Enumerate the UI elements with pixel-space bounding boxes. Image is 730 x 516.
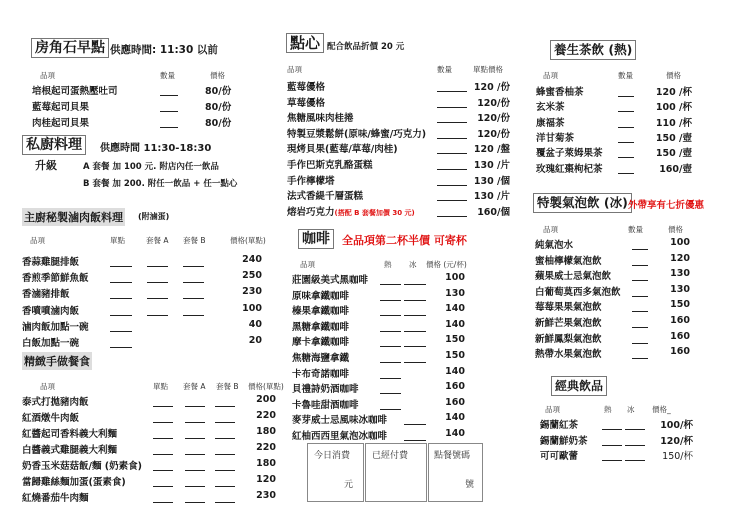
coffee-quantity-blank[interactable] xyxy=(380,346,401,347)
braised-quantity-blank[interactable] xyxy=(110,347,132,348)
set-a-description: A 套餐 加 100 元. 附店內任一飲品 xyxy=(83,162,219,172)
tea-item-name: 蜂蜜香柚茶 xyxy=(536,87,584,98)
snacks-item-name: 藍莓優格 xyxy=(287,82,326,93)
coffee-item-price: 150 xyxy=(445,350,465,361)
snacks-quantity-blank[interactable] xyxy=(437,107,467,108)
handmade-item-name: 奶香玉米菇菇飯/麵 (奶素食) xyxy=(22,461,142,472)
classic-item-name: 錫蘭鮮奶茶 xyxy=(540,435,588,447)
sparkling-quantity-blank[interactable] xyxy=(632,343,648,344)
sparkling-item-price: 160 xyxy=(670,315,690,326)
braised-quantity-blank[interactable] xyxy=(110,266,132,267)
handmade-quantity-blank[interactable] xyxy=(185,470,205,471)
snacks-header-2: 單點價格 xyxy=(473,65,503,74)
tea-item-price: 150 /壺 xyxy=(655,148,692,160)
coffee-item-price: 130 xyxy=(445,287,465,299)
snacks-item-price: 120/份 xyxy=(477,113,510,125)
sparkling-item-price: 100 xyxy=(670,237,690,248)
handmade-quantity-blank[interactable] xyxy=(215,454,235,455)
coffee-quantity-blank[interactable] xyxy=(404,331,426,332)
snacks-title: 點心 xyxy=(286,33,324,53)
braised-item-name: 香煎季節鮮魚飯 xyxy=(22,273,89,285)
coffee-quantity-blank[interactable] xyxy=(404,440,426,441)
coffee-item-price: 140 xyxy=(445,365,465,377)
snacks-item-price: 130 /片 xyxy=(473,191,510,203)
tea-item-name: 覆盆子萊姆果茶 xyxy=(536,148,603,160)
sparkling-header-0: 品項 xyxy=(543,225,558,234)
braised-item-name: 滷肉飯加點一碗 xyxy=(22,321,89,333)
snacks-quantity-blank[interactable] xyxy=(437,216,467,217)
classic-header-2: 冰 xyxy=(627,405,635,414)
handmade-quantity-blank[interactable] xyxy=(215,438,235,439)
coffee-quantity-blank[interactable] xyxy=(404,424,426,425)
breakfast-item-price: 80/份 xyxy=(205,102,232,113)
breakfast-title: 房角石早點 xyxy=(31,38,109,58)
handmade-quantity-blank[interactable] xyxy=(185,486,205,487)
braised-item-price: 40 xyxy=(248,318,262,330)
coffee-quantity-blank[interactable] xyxy=(404,315,426,316)
handmade-quantity-blank[interactable] xyxy=(215,502,235,503)
handmade-item-name: 紅醬起司香料義大利麵 xyxy=(22,429,118,440)
braised-quantity-blank[interactable] xyxy=(110,282,132,283)
breakfast-item-name: 藍莓起司貝果 xyxy=(32,102,90,113)
handmade-quantity-blank[interactable] xyxy=(153,422,173,423)
sparkling-item-price: 120 xyxy=(670,252,690,264)
snacks-header-1: 數量 xyxy=(437,65,452,74)
coffee-quantity-blank[interactable] xyxy=(404,300,426,301)
classic-item-price: 100/杯 xyxy=(660,420,693,431)
coffee-item-price: 160 xyxy=(445,381,465,393)
braised-item-name: 白飯加點一碗 xyxy=(22,338,80,349)
handmade-quantity-blank[interactable] xyxy=(153,454,173,455)
handmade-header-3: 套餐 B xyxy=(216,382,239,391)
braised-item-name: 香滷豬排飯 xyxy=(22,289,70,301)
sparkling-item-name: 白葡萄莫西多氣泡飲 xyxy=(535,286,621,298)
breakfast-item-price: 80/份 xyxy=(205,118,232,129)
tea-item-price: 150 /壺 xyxy=(655,132,692,144)
coffee-item-name: 卡布奇諾咖啡 xyxy=(292,368,350,380)
coffee-item-price: 140 xyxy=(445,428,465,439)
sparkling-item-price: 160 xyxy=(670,330,690,342)
coffee-item-price: 140 xyxy=(445,303,465,315)
braised-quantity-blank[interactable] xyxy=(110,315,132,316)
braised-quantity-blank[interactable] xyxy=(183,315,204,316)
order-number-unit: 號 xyxy=(464,480,474,490)
handmade-header-1: 單點 xyxy=(153,382,168,391)
item-note: (搭配 B 套餐加價 30 元) xyxy=(334,208,415,217)
handmade-quantity-blank[interactable] xyxy=(153,406,173,407)
order-number-label: 點餐號碼 xyxy=(434,451,471,461)
braised-quantity-blank[interactable] xyxy=(183,282,204,283)
breakfast-item-name: 肉桂起司貝果 xyxy=(32,118,90,129)
coffee-promo: 全品項第二杯半價 可寄杯 xyxy=(342,234,467,247)
tea-header-0: 品項 xyxy=(543,71,558,80)
sparkling-item-name: 純氣泡水 xyxy=(535,240,574,251)
coffee-item-price: 160 xyxy=(445,396,465,408)
coffee-item-name: 紅柚西西里氣泡冰咖啡 xyxy=(292,431,388,442)
coffee-quantity-blank[interactable] xyxy=(380,409,401,410)
sparkling-quantity-blank[interactable] xyxy=(632,358,648,359)
coffee-item-price: 100 xyxy=(445,272,465,283)
braised-item-price: 250 xyxy=(242,270,262,282)
breakfast-header-1: 數量 xyxy=(160,71,175,80)
snacks-item-name: 草莓優格 xyxy=(287,97,326,109)
tea-item-name: 康福茶 xyxy=(536,117,565,129)
braised-title: 主廚秘製滷肉飯料理 xyxy=(22,208,125,226)
tea-quantity-blank[interactable] xyxy=(618,127,634,128)
braised-quantity-blank[interactable] xyxy=(147,315,168,316)
braised-item-name: 香噴噴滷肉飯 xyxy=(22,305,80,317)
sparkling-promo: 外帶享有七折優惠 xyxy=(628,200,705,211)
coffee-item-name: 原味拿鐵咖啡 xyxy=(292,290,350,302)
handmade-item-price: 220 xyxy=(256,442,276,453)
coffee-item-price: 140 xyxy=(445,412,465,424)
coffee-header-3: 價格 (元/杯) xyxy=(426,260,467,269)
coffee-quantity-blank[interactable] xyxy=(404,362,426,363)
coffee-quantity-blank[interactable] xyxy=(380,393,401,394)
braised-quantity-blank[interactable] xyxy=(183,266,204,267)
braised-item-name: 香蒜雞腿排飯 xyxy=(22,257,80,268)
classic-item-name: 錫蘭紅茶 xyxy=(540,420,579,431)
coffee-header-0: 品項 xyxy=(300,260,315,269)
braised-quantity-blank[interactable] xyxy=(147,266,168,267)
braised-item-price: 100 xyxy=(242,302,262,314)
coffee-item-name: 焦糖海鹽拿鐵 xyxy=(292,353,350,364)
private-kitchen-title: 私廚料理 xyxy=(22,135,86,155)
breakfast-header-2: 價格 xyxy=(210,71,225,80)
sparkling-header-2: 價格 xyxy=(668,225,683,234)
coffee-quantity-blank[interactable] xyxy=(380,378,401,379)
classic-quantity-blank[interactable] xyxy=(625,445,645,446)
coffee-item-name: 摩卡拿鐵咖啡 xyxy=(292,337,350,349)
today-total-box[interactable] xyxy=(307,443,364,502)
sparkling-header-1: 數量 xyxy=(628,225,643,234)
sparkling-item-name: 新鮮芒果氣泡飲 xyxy=(535,318,602,329)
snacks-quantity-blank[interactable] xyxy=(437,200,467,201)
coffee-item-name: 黑糖拿鐵咖啡 xyxy=(292,321,350,333)
handmade-header-4: 價格(單點) xyxy=(248,382,284,391)
paid-box[interactable] xyxy=(365,443,427,502)
tea-quantity-blank[interactable] xyxy=(618,96,634,97)
braised-quantity-blank[interactable] xyxy=(183,298,204,299)
sparkling-item-name: 蜜柚檸檬氣泡飲 xyxy=(535,255,602,267)
tea-quantity-blank[interactable] xyxy=(618,173,634,174)
tea-item-price: 100 /杯 xyxy=(655,102,692,114)
coffee-header-2: 冰 xyxy=(409,260,417,269)
coffee-item-name: 麥芽威士忌風味冰咖啡 xyxy=(292,415,388,427)
tea-header-1: 數量 xyxy=(618,71,633,80)
handmade-item-price: 120 xyxy=(256,474,276,485)
coffee-item-name: 莊園級美式黑咖啡 xyxy=(292,275,369,286)
handmade-item-price: 230 xyxy=(256,490,276,501)
handmade-quantity-blank[interactable] xyxy=(153,470,173,471)
handmade-quantity-blank[interactable] xyxy=(215,422,235,423)
breakfast-item-name: 培根起司蛋熱壓吐司 xyxy=(32,86,118,97)
classic-header-0: 品項 xyxy=(545,405,560,414)
snacks-quantity-blank[interactable] xyxy=(437,138,467,139)
snacks-item-price: 120 /份 xyxy=(473,82,510,93)
braised-quantity-blank[interactable] xyxy=(110,331,132,332)
braised-item-price: 230 xyxy=(242,286,262,298)
coffee-quantity-blank[interactable] xyxy=(404,284,426,285)
handmade-item-name: 泰式打拋豬肉飯 xyxy=(22,397,89,408)
today-total-label: 今日消費 xyxy=(314,451,351,461)
handmade-item-name: 當歸雞絲麵加蛋(蛋素食) xyxy=(22,477,126,488)
snacks-quantity-blank[interactable] xyxy=(437,153,467,154)
set-b-description: B 套餐 加 200. 附任一飲品 + 任一點心 xyxy=(83,179,238,189)
coffee-item-name: 卡魯哇甜酒咖啡 xyxy=(292,399,359,411)
braised-quantity-blank[interactable] xyxy=(110,298,132,299)
breakfast-hours: 供應時間: 11:30 以前 xyxy=(110,44,218,56)
snacks-item-name: 特製豆漿鬆餅(原味/蜂蜜/巧克力) xyxy=(287,128,427,140)
sparkling-quantity-blank[interactable] xyxy=(632,265,648,266)
sparkling-quantity-blank[interactable] xyxy=(632,249,648,250)
classic-item-price: 120/杯 xyxy=(660,435,693,447)
sparkling-item-name: 莓莓果果氣泡飲 xyxy=(535,302,602,314)
sparkling-item-price: 150 xyxy=(670,299,690,311)
braised-quantity-blank[interactable] xyxy=(147,282,168,283)
coffee-quantity-blank[interactable] xyxy=(380,284,401,285)
coffee-quantity-blank[interactable] xyxy=(380,331,401,332)
handmade-title: 精緻手做餐食 xyxy=(22,352,92,370)
breakfast-quantity-blank[interactable] xyxy=(160,111,178,112)
coffee-item-name: 榛果拿鐵咖啡 xyxy=(292,306,350,318)
classic-quantity-blank[interactable] xyxy=(602,460,622,461)
classic-header-1: 熱 xyxy=(604,405,612,414)
classic-title: 經典飲品 xyxy=(551,376,607,396)
tea-item-price: 160/壺 xyxy=(659,163,692,175)
snacks-item-price: 120/份 xyxy=(477,97,510,109)
coffee-quantity-blank[interactable] xyxy=(380,300,401,301)
handmade-quantity-blank[interactable] xyxy=(215,406,235,407)
snacks-item-price: 120 /盤 xyxy=(473,144,510,156)
snacks-item-name: 法式香緹千層蛋糕 xyxy=(287,191,364,203)
sparkling-quantity-blank[interactable] xyxy=(632,296,648,297)
handmade-item-price: 220 xyxy=(256,410,276,421)
handmade-quantity-blank[interactable] xyxy=(185,406,205,407)
snacks-item-name: 熔岩巧克力(搭配 B 套餐加價 30 元) xyxy=(287,206,415,218)
tea-item-price: 110 /杯 xyxy=(655,117,692,129)
coffee-item-name: 貝禮詩奶酒咖啡 xyxy=(292,384,359,396)
handmade-quantity-blank[interactable] xyxy=(215,470,235,471)
coffee-item-price: 150 xyxy=(445,334,465,346)
sparkling-item-name: 蘋果威士忌氣泡飲 xyxy=(535,271,612,283)
braised-quantity-blank[interactable] xyxy=(147,298,168,299)
classic-header-3: 價格_ xyxy=(652,405,671,414)
handmade-item-name: 紅酒燉牛肉飯 xyxy=(22,413,80,424)
snacks-item-price: 130 /片 xyxy=(473,160,510,171)
coffee-quantity-blank[interactable] xyxy=(380,315,401,316)
tea-quantity-blank[interactable] xyxy=(618,111,634,112)
classic-item-price: 150/杯 xyxy=(662,451,693,462)
handmade-quantity-blank[interactable] xyxy=(185,454,205,455)
breakfast-quantity-blank[interactable] xyxy=(160,95,178,96)
braised-header-4: 價格(單點) xyxy=(230,236,266,245)
braised-item-price: 20 xyxy=(248,335,262,346)
snacks-item-name: 手作檸檬塔 xyxy=(287,175,335,187)
handmade-quantity-blank[interactable] xyxy=(215,486,235,487)
sparkling-title: 特製氣泡飲 (冰) xyxy=(533,193,632,213)
handmade-item-name: 紅燒番茄牛肉麵 xyxy=(22,493,89,504)
handmade-quantity-blank[interactable] xyxy=(185,438,205,439)
snacks-note: 配合飲品折價 20 元 xyxy=(327,42,405,52)
order-number-box[interactable] xyxy=(428,443,483,502)
classic-item-name: 可可歐蕾 xyxy=(540,451,579,462)
breakfast-quantity-blank[interactable] xyxy=(160,127,178,128)
snacks-header-0: 品項 xyxy=(287,65,302,74)
snacks-item-name: 焦糖風味肉桂捲 xyxy=(287,113,354,125)
sparkling-quantity-blank[interactable] xyxy=(632,280,648,281)
handmade-quantity-blank[interactable] xyxy=(185,422,205,423)
sparkling-quantity-blank[interactable] xyxy=(632,311,648,312)
tea-item-name: 洋甘菊茶 xyxy=(536,132,575,144)
handmade-item-price: 180 xyxy=(256,426,276,437)
braised-note: (附滷蛋) xyxy=(138,212,170,221)
snacks-item-name: 手作巴斯克乳酪蛋糕 xyxy=(287,160,373,171)
braised-item-price: 240 xyxy=(242,254,262,265)
coffee-title: 咖啡 xyxy=(298,229,334,249)
snacks-quantity-blank[interactable] xyxy=(437,122,467,123)
sparkling-item-price: 130 xyxy=(670,268,690,280)
classic-quantity-blank[interactable] xyxy=(625,429,645,430)
sparkling-item-name: 熱帶水果氣泡飲 xyxy=(535,349,602,361)
handmade-header-0: 品項 xyxy=(40,382,55,391)
handmade-item-name: 白醬義式雞腿義大利麵 xyxy=(22,445,118,456)
sparkling-item-price: 160 xyxy=(670,346,690,358)
coffee-quantity-blank[interactable] xyxy=(380,362,401,363)
handmade-quantity-blank[interactable] xyxy=(185,502,205,503)
handmade-item-price: 180 xyxy=(256,458,276,469)
snacks-item-name: 現烤貝果(藍莓/草莓/肉桂) xyxy=(287,144,398,156)
braised-header-2: 套餐 A xyxy=(146,236,169,245)
tea-item-name: 玫瑰紅棗枸杞茶 xyxy=(536,163,603,175)
handmade-item-price: 200 xyxy=(256,394,276,405)
classic-quantity-blank[interactable] xyxy=(602,429,622,430)
tea-title: 養生茶飲 (熱) xyxy=(550,40,636,60)
coffee-quantity-blank[interactable] xyxy=(404,346,426,347)
breakfast-header-0: 品項 xyxy=(40,71,55,80)
breakfast-item-price: 80/份 xyxy=(205,86,232,97)
sparkling-quantity-blank[interactable] xyxy=(632,327,648,328)
snacks-quantity-blank[interactable] xyxy=(437,91,467,92)
handmade-quantity-blank[interactable] xyxy=(153,438,173,439)
braised-header-3: 套餐 B xyxy=(183,236,206,245)
upgrade-label: 升級 xyxy=(35,159,57,172)
handmade-quantity-blank[interactable] xyxy=(153,486,173,487)
tea-item-name: 玄米茶 xyxy=(536,102,565,114)
snacks-quantity-blank[interactable] xyxy=(437,185,467,186)
snacks-item-price: 130 /個 xyxy=(473,175,510,187)
classic-quantity-blank[interactable] xyxy=(625,460,645,461)
coffee-item-price: 140 xyxy=(445,318,465,330)
snacks-item-price: 160/個 xyxy=(477,206,510,218)
paid-label: 已經付費 xyxy=(372,451,409,461)
sparkling-item-name: 新鮮鳳梨氣泡飲 xyxy=(535,333,602,345)
tea-quantity-blank[interactable] xyxy=(618,157,634,158)
braised-header-1: 單點 xyxy=(110,236,125,245)
private-kitchen-hours: 供應時間 11:30-18:30 xyxy=(100,143,212,154)
handmade-quantity-blank[interactable] xyxy=(153,502,173,503)
snacks-quantity-blank[interactable] xyxy=(437,169,467,170)
handmade-header-2: 套餐 A xyxy=(183,382,206,391)
tea-item-price: 120 /杯 xyxy=(655,87,692,98)
braised-header-0: 品項 xyxy=(30,236,45,245)
today-total-unit: 元 xyxy=(343,480,353,490)
tea-quantity-blank[interactable] xyxy=(618,142,634,143)
snacks-item-price: 120/份 xyxy=(477,128,510,140)
sparkling-item-price: 130 xyxy=(670,283,690,295)
coffee-header-1: 熱 xyxy=(384,260,392,269)
classic-quantity-blank[interactable] xyxy=(602,445,622,446)
tea-header-2: 價格 xyxy=(666,71,681,80)
